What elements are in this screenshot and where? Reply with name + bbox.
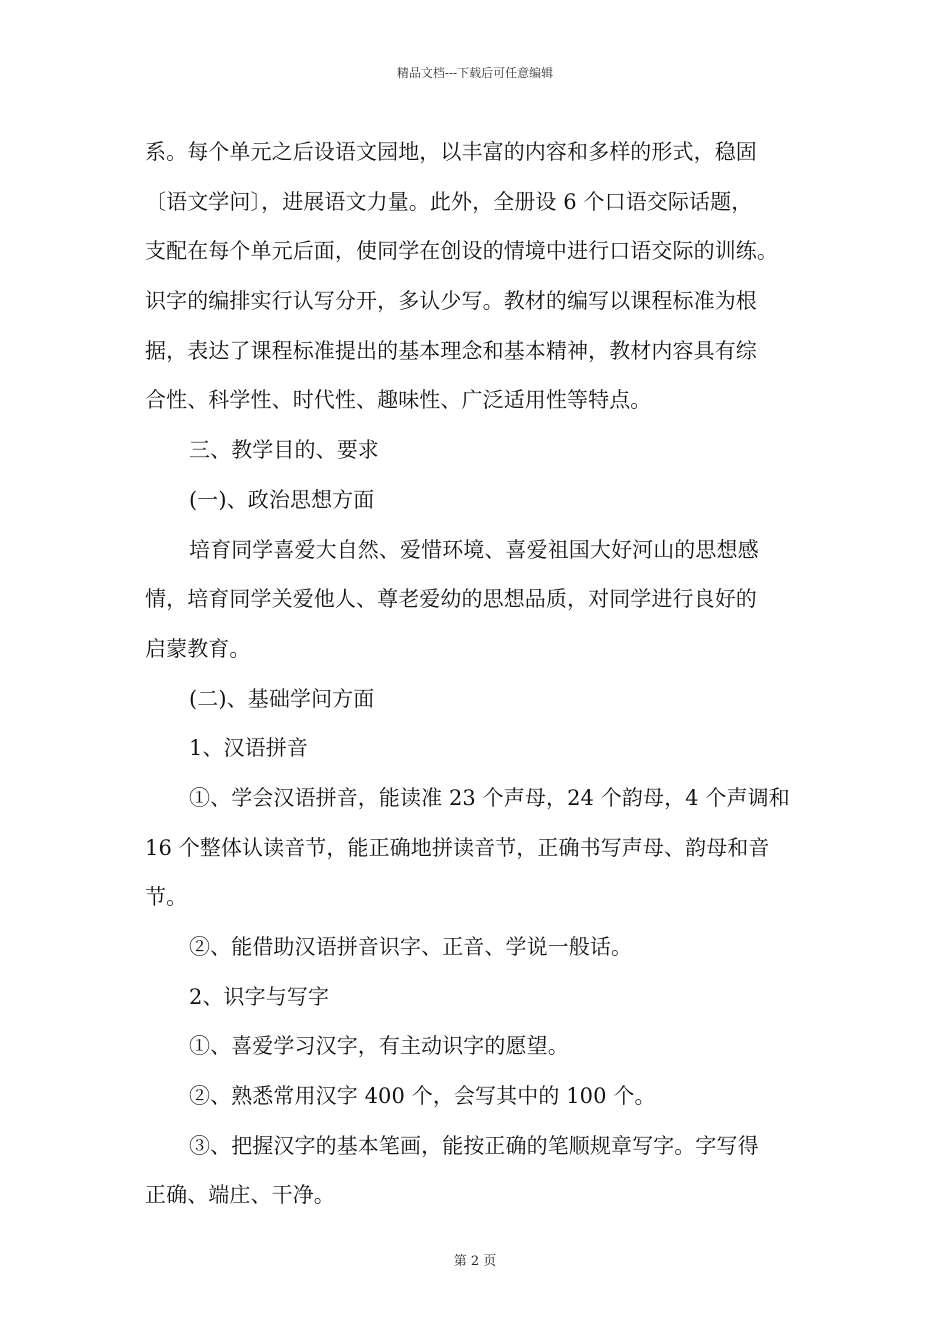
document-body — [145, 128, 835, 1221]
item-heading: 1、汉语拼音 — [189, 736, 308, 761]
text-line: ②、能借助汉语拼音识字、正音、学说一般话。 — [189, 935, 633, 959]
text-line: 系。每个单元之后设语文园地，以丰富的内容和多样的形式，稳固 — [145, 140, 757, 164]
page-number: 第 2 页 — [453, 1254, 497, 1269]
page-header: 精品文档---下载后可任意编辑 — [396, 66, 554, 80]
text-line: 节。 — [145, 885, 188, 910]
text-line: ③、把握汉字的基本笔画，能按正确的笔顺规章写字。字写得 — [189, 1133, 759, 1158]
subsection-heading: (二)、基础学问方面 — [189, 686, 375, 711]
text-line: ②、熟悉常用汉字 400 个，会写其中的 100 个。 — [189, 1084, 656, 1109]
text-line: 〔语文学问〕，进展语文力量。此外，全册设 6 个口语交际话题， — [145, 189, 753, 214]
text-line: 合性、科学性、时代性、趣味性、广泛适用性等特点。 — [145, 388, 652, 413]
text-line: 识字的编排实行认写分开，多认少写。教材的编写以课程标准为根 — [145, 289, 757, 314]
text-line: 16 个整体认读音节，能正确地拼读音节，正确书写声母、韵母和音 — [145, 835, 770, 860]
text-line: ①、学会汉语拼音，能读准 23 个声母，24 个韵母，4 个声调和 — [189, 785, 790, 810]
text-line: 支配在每个单元后面，使同学在创设的情境中进行口语交际的训练。 — [145, 239, 778, 264]
text-line: 据，表达了课程标准提出的基本理念和基本精神，教材内容具有综 — [145, 338, 757, 363]
text-line: 培育同学喜爱大自然、爱惜环境、喜爱祖国大好河山的思想感 — [189, 537, 759, 562]
item-heading: 2、识字与写字 — [189, 984, 330, 1009]
text-line: 情，培育同学关爱他人、尊老爱幼的思想品质，对同学进行良好的 — [145, 587, 757, 612]
text-line: ①、喜爱学习汉字，有主动识字的愿望。 — [189, 1034, 569, 1059]
text-line: 启蒙教育。 — [145, 636, 251, 661]
subsection-heading: (一)、政治思想方面 — [189, 487, 375, 512]
section-heading: 三、教学目的、要求 — [189, 438, 379, 463]
text-line: 正确、端庄、干净。 — [145, 1183, 335, 1208]
